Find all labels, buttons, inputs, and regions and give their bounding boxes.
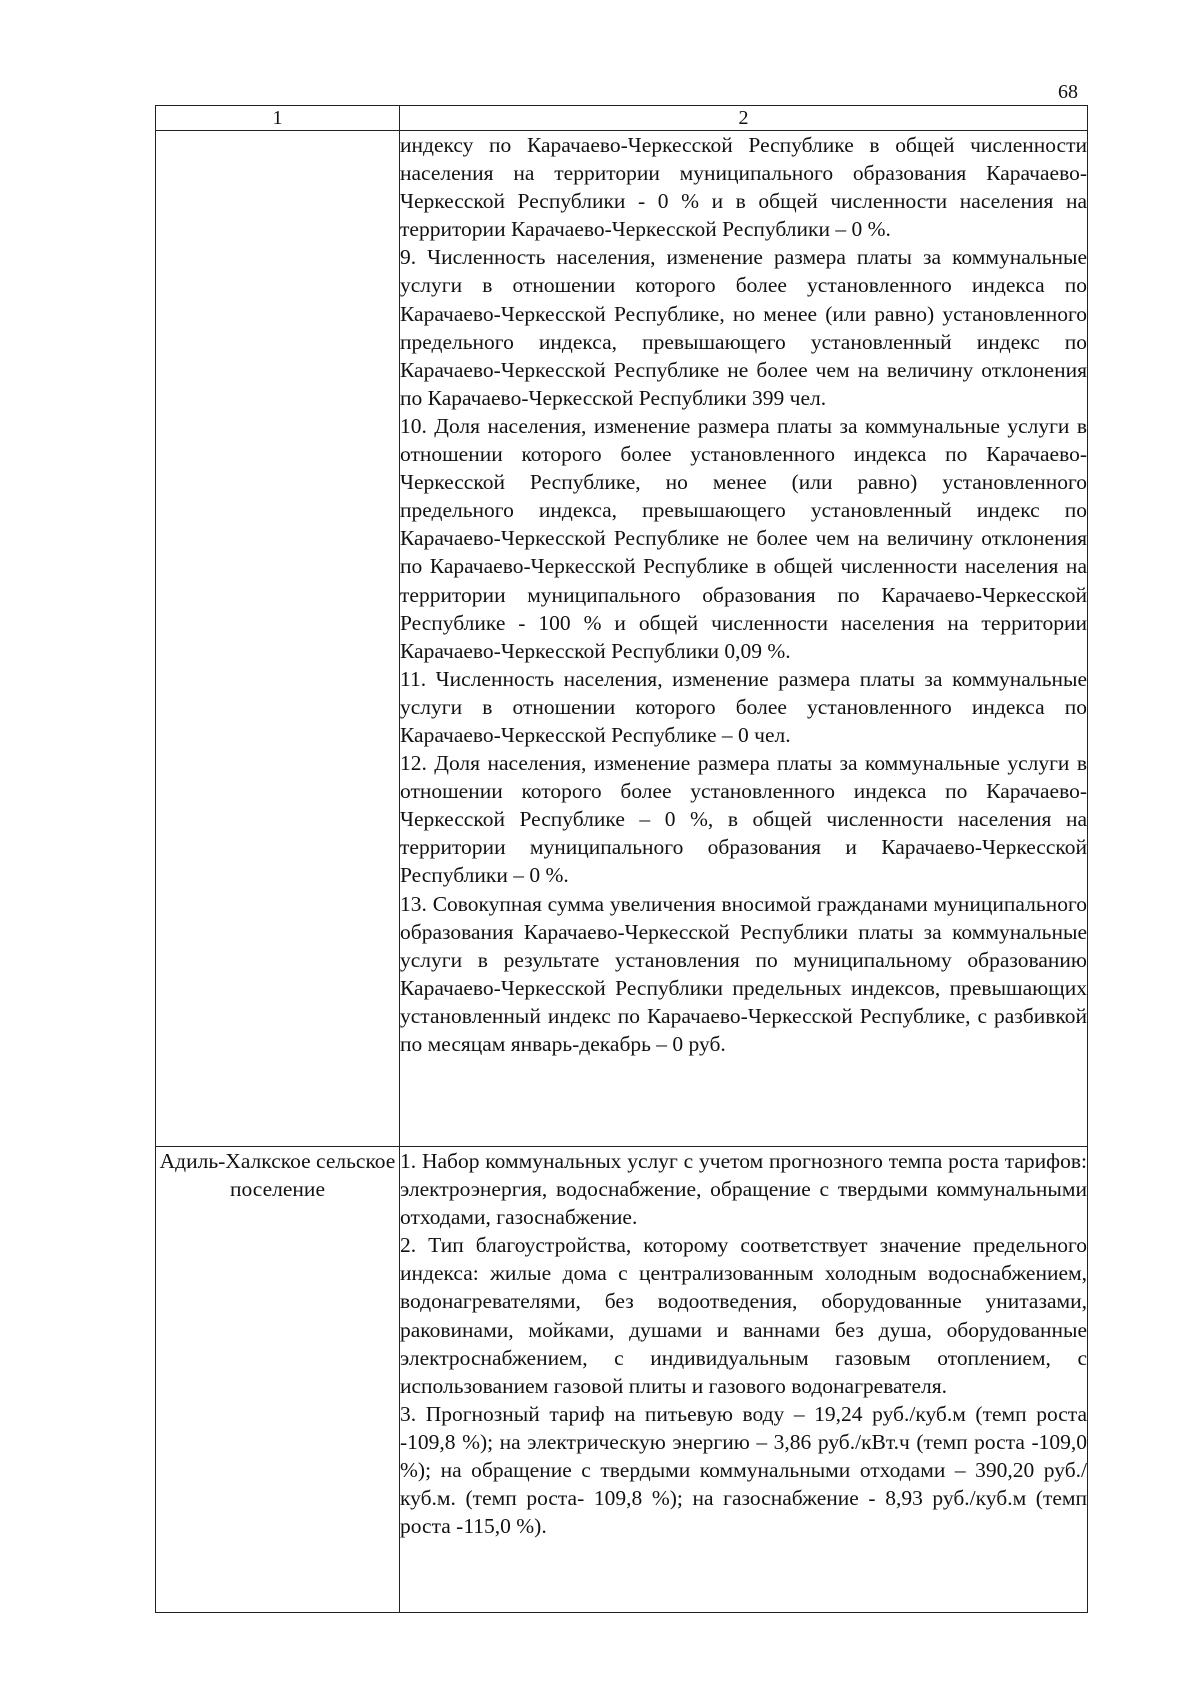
table-row bbox=[156, 1147, 1088, 1613]
page-number: 68 bbox=[1058, 81, 1078, 103]
indicator-text-cell bbox=[400, 131, 1088, 1147]
indicator-paragraph: 3. Прогнозный тариф на питьевую воду – 19,24 руб./куб.м (темп роста -109,8 %); на электрическую энергию – 3,86 руб./кВт.ч (темп роста -109,0 %); на обращение с твердыми коммунальными отходами – 390,20 руб./куб.м. (темп роста- 109,8 %); на газоснабжение - 8,93 руб./куб.м (темп роста -115,0 %). bbox=[400, 1401, 1087, 1539]
document-table bbox=[155, 105, 1088, 1613]
indicator-paragraph: 9. Численность населения, изменение размера платы за коммунальные услуги в отношении которого более установленного индекса по Карачаево-Черкесской Республике, но менее (или равно) установленного предельного индекса, превышающего установленный индекс по Карачаево-Черкесской Республике не более чем на величину отклонения по Карачаево-Черкесской Республики 399 чел. bbox=[400, 245, 1087, 410]
indicator-text-cell bbox=[400, 1147, 1088, 1613]
indicator-paragraph: 1. Набор коммунальных услуг с учетом прогнозного темпа роста тарифов: электроэнергия, водоснабжение, обращение с твердыми коммунальными отходами, газоснабжение. bbox=[400, 1149, 1087, 1230]
indicator-paragraph: 13. Совокупная сумма увеличения вносимой гражданами муниципального образования Карачаево-Черкесской Республики платы за коммунальные услуги в результате установления по муниципальному образованию Карачаево-Черкесской Республики предельных индексов, превышающих установленный индекс по Карачаево-Черкесской Республике, с разбивкой по месяцам январь-декабрь – 0 руб. bbox=[400, 891, 1087, 1056]
indicator-paragraph: 11. Численность населения, изменение размера платы за коммунальные услуги в отношении которого более установленного индекса по Карачаево-Черкесской Республике – 0 чел. bbox=[400, 666, 1087, 747]
indicator-paragraph: 2. Тип благоустройства, которому соответствует значение предельного индекса: жилые дома с централизованным холодным водоснабжением, водонагревателями, без водоотведения, оборудованные унитазами, раковинами, мойками, душами и ваннами без душа, оборудованные электроснабжением, с индивидуальным газовым отоплением, с использованием газовой плиты и газового водонагревателя. bbox=[400, 1233, 1087, 1398]
table-header-row bbox=[156, 106, 1088, 131]
indicator-paragraph: 12. Доля населения, изменение размера платы за коммунальные услуги в отношении которого более установленного индекса по Карачаево-Черкесской Республике – 0 %, в общей численности населения на территории муниципального образования и Карачаево-Черкесской Республики – 0 %. bbox=[400, 751, 1087, 888]
municipality-name-cell: Адиль-Халкское сельское поселение bbox=[156, 1147, 400, 1613]
indicator-paragraph: индексу по Карачаево-Черкесской Республике в общей численности населения на территории муниципального образования Карачаево-Черкесской Республики - 0 % и в общей численности населения на территории Карачаево-Черкесской Республики – 0 %. bbox=[400, 133, 1087, 242]
column-header-1: 1 bbox=[156, 106, 400, 131]
indicator-paragraph: 10. Доля населения, изменение размера платы за коммунальные услуги в отношении которого более установленного индекса по Карачаево-Черкесской Республике, но менее (или равно) установленного предельного индекса, превышающего установленный индекс по Карачаево-Черкесской Республике не более чем на величину отклонения по Карачаево-Черкесской Республике в общей численности населения на территории муниципального образования по Карачаево-Черкесской Республике - 100 % и общей численности населения на территории Карачаево-Черкесской Республики 0,09 %. bbox=[400, 413, 1087, 663]
municipality-name-cell bbox=[156, 131, 400, 1147]
column-header-2: 2 bbox=[400, 106, 1088, 131]
table-row bbox=[156, 131, 1088, 1147]
